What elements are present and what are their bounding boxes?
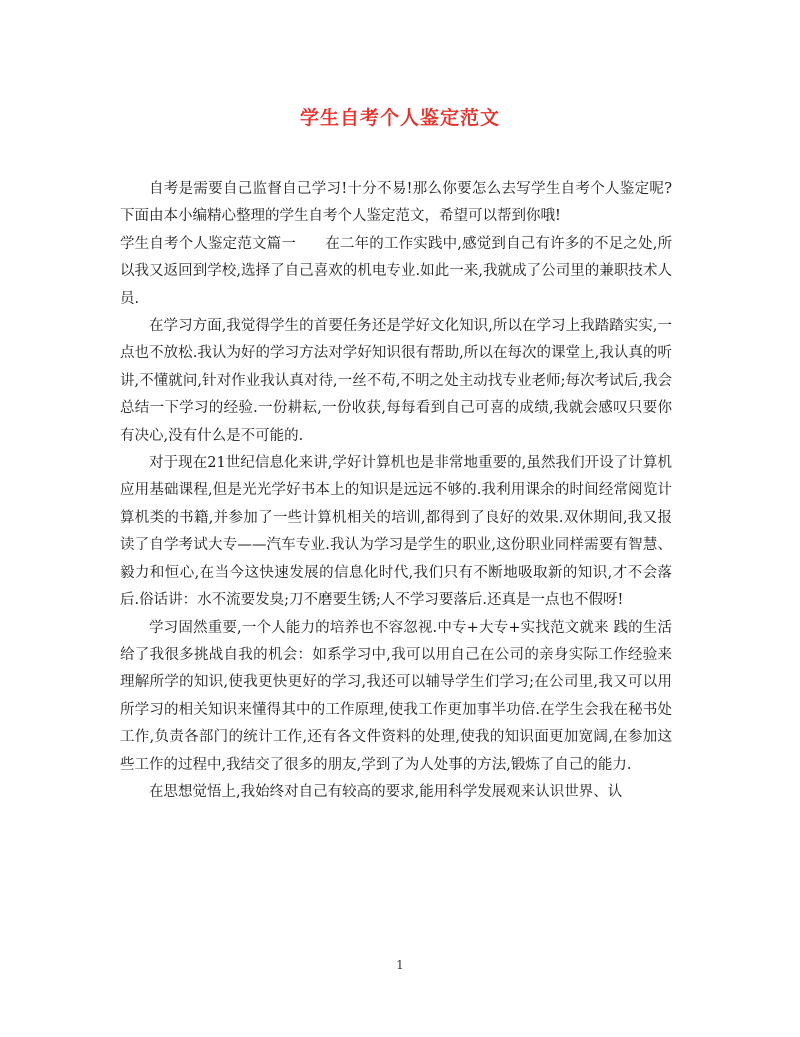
document-body <box>120 176 672 806</box>
paragraph-study: 在学习方面,我觉得学生的首要任务还是学好文化知识,所以在学习上我踏踏实实,一点也不放松.我认为好的学习方法对学好知识很有帮助,所以在每次的课堂上,我认真的听讲,不懂就问,针对作业我认真对待,一丝不苟,不明之处主动找专业老师;每次考试后,我会总结一下学习的经验.一份耕耘,一份收获,每每看到自己可喜的成绩,我就会感叹只要你有决心,没有什么是不可能的. <box>120 318 672 444</box>
paragraph-thought: 在思想觉悟上,我始终对自己有较高的要求,能用科学发展观来认识世界、认 <box>149 783 623 800</box>
paragraph-ability: 学习固然重要,一个人能力的培养也不容忽视.中专+大专+实找范文就来 践的生活给了我很多挑战自我的机会：如系学习中,我可以用自己在公司的亲身实际工作经验来理解所学的知识,使我更快更好的学习,我还可以辅导学生们学习;在公司里,我又可以用所学习的相关知识来懂得其中的工作原理,使我工作更加事半功倍.在学生会我在秘书处工作,负责各部门的统计工作,还有各文件资料的处理,使我的知识面更加宽阔,在参加这些工作的过程中,我结交了很多的朋友,学到了为人处事的方法,锻炼了自己的能力. <box>120 619 672 773</box>
paragraph-section-one: 学生自考个人鉴定范文篇一 在二年的工作实践中,感觉到自己有许多的不足之处,所以我又返回到学校,选择了自己喜欢的机电专业.如此一来,我就成了公司里的兼职技术人员. <box>120 235 672 307</box>
paragraph-computer: 对于现在21世纪信息化来讲,学好计算机也是非常地重要的,虽然我们开设了计算机应用基础课程,但是光光学好书本上的知识是远远不够的.我利用课余的时间经常阅览计算机类的书籍,并参加了一些计算机相关的培训,都得到了良好的效果.双休期间,我又报读了自学考试大专——汽车专业.我认为学习是学生的职业,这份职业同样需要有智慧、毅力和恒心,在当今这快速发展的信息化时代,我们只有不断地吸取新的知识,才不会落后.俗话讲：水不流要发臭;刀不磨要生锈;人不学习要落后.还真是一点也不假呀! <box>120 455 672 609</box>
document-title: 学生自考个人鉴定范文 <box>299 107 500 129</box>
page-number: 1 <box>396 958 404 972</box>
paragraph-intro: 自考是需要自己监督自己学习!十分不易!那么你要怎么去写学生自考个人鉴定呢?下面由本小编精心整理的学生自考个人鉴定范文，希望可以帮到你哦! <box>120 181 672 225</box>
